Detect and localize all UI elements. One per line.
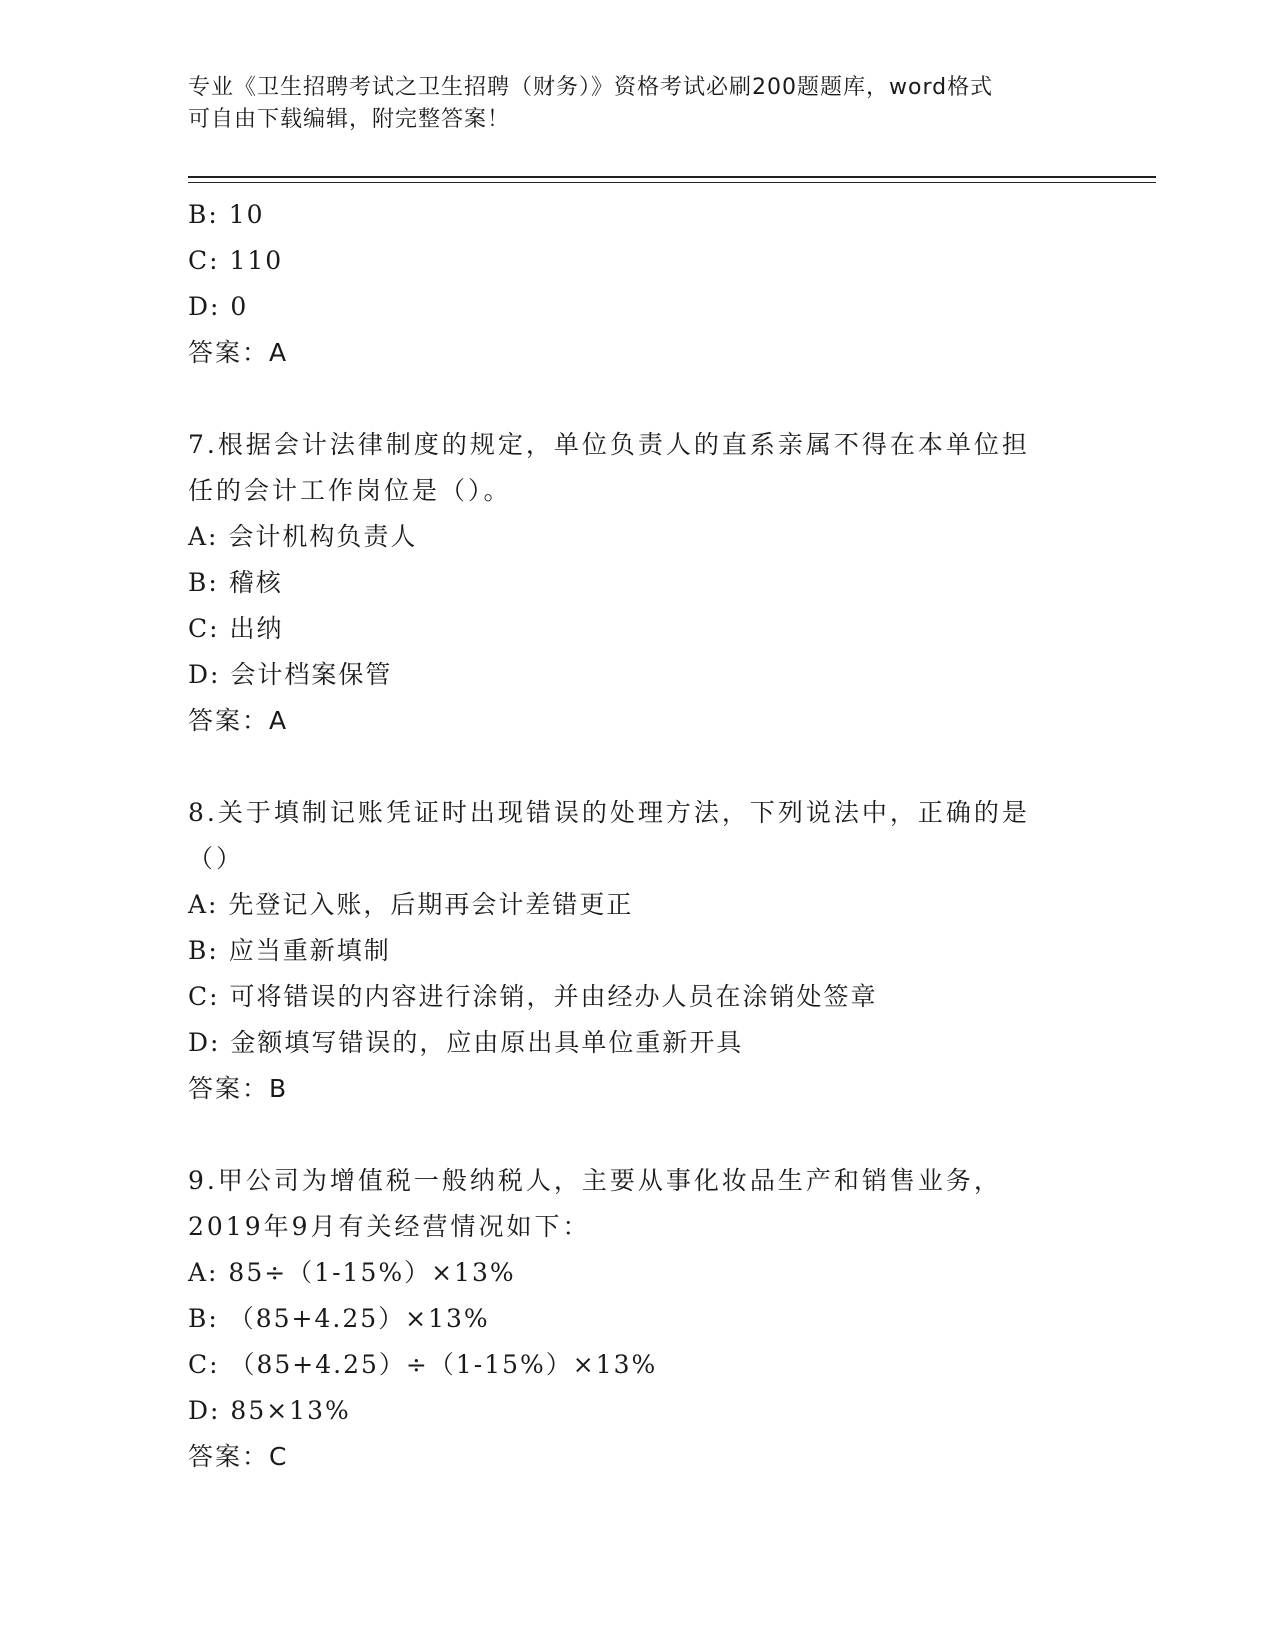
option-d: D: 85×13% [188, 1396, 351, 1425]
question-stem [188, 790, 1068, 882]
option-c: C: 可将错误的内容进行涂销，并由经办人员在涂销处签章 [188, 982, 878, 1011]
question-9 [188, 1158, 1068, 1480]
document-header [188, 72, 1068, 136]
option-a: A: 85÷（1-15%）×13% [188, 1258, 516, 1287]
spacer [188, 376, 1068, 422]
stem-line-1: 9.甲公司为增值税一般纳税人，主要从事化妆品生产和销售业务， [188, 1166, 1002, 1195]
stem-line-2: 2019年9月有关经营情况如下： [188, 1212, 591, 1241]
question-list [188, 192, 1068, 1480]
header-divider-thin [188, 182, 1156, 183]
option-c: C: （85+4.25）÷（1-15%）×13% [188, 1350, 658, 1379]
option-c: C: 110 [188, 246, 284, 275]
spacer [188, 744, 1068, 790]
option-d: D: 金额填写错误的，应由原出具单位重新开具 [188, 1028, 744, 1057]
header-line-2: 可自由下载编辑，附完整答案！ [188, 107, 511, 132]
header-line-1: 专业《卫生招聘考试之卫生招聘（财务）》资格考试必刷200题题库，word格式 [188, 75, 994, 100]
answer-line: 答案：A [188, 706, 289, 735]
option-b: B: 应当重新填制 [188, 936, 391, 965]
option-d: D: 会计档案保管 [188, 660, 393, 689]
answer-line: 答案：C [188, 1442, 289, 1471]
stem-line-2: 任的会计工作岗位是（）。 [188, 476, 512, 505]
stem-line-1: 7.根据会计法律制度的规定，单位负责人的直系亲属不得在本单位担 [188, 430, 1030, 459]
option-a: A: 会计机构负责人 [188, 522, 418, 551]
question-stem [188, 1158, 1068, 1250]
spacer [188, 1112, 1068, 1158]
question-6 [188, 192, 1068, 376]
stem-line-2: （） [188, 844, 245, 873]
option-a: A: 先登记入账，后期再会计差错更正 [188, 890, 634, 919]
answer-line: 答案：B [188, 1074, 289, 1103]
header-divider-thick [188, 176, 1156, 178]
option-d: D: 0 [188, 292, 249, 321]
option-b: B: （85+4.25）×13% [188, 1304, 490, 1333]
question-stem [188, 422, 1068, 514]
option-b: B: 10 [188, 200, 265, 229]
stem-line-1: 8.关于填制记账凭证时出现错误的处理方法，下列说法中，正确的是 [188, 798, 1030, 827]
answer-line: 答案：A [188, 338, 289, 367]
question-8 [188, 790, 1068, 1112]
question-7 [188, 422, 1068, 744]
option-b: B: 稽核 [188, 568, 283, 597]
option-c: C: 出纳 [188, 614, 284, 643]
